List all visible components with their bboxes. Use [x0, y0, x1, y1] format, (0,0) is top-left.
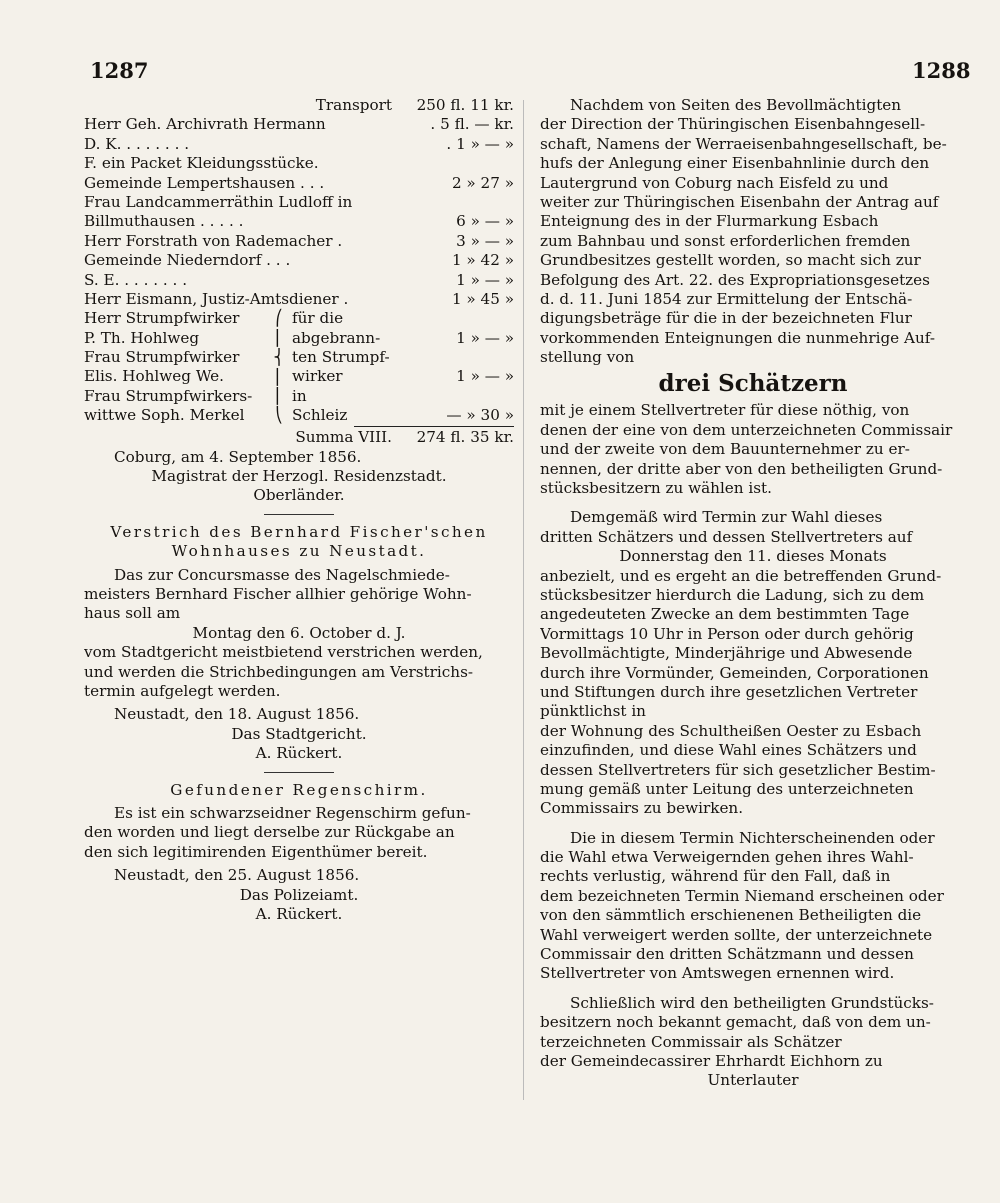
- text-line: meisters Bernhard Fischer allhier gehörige Wohn-: [84, 585, 472, 604]
- signer: Oberländer.: [253, 486, 345, 505]
- column-divider: [523, 100, 524, 1100]
- text-line: vom Stadtgericht meistbietend verstrichen werden,: [84, 643, 483, 662]
- signer-2: A. Rückert.: [255, 744, 343, 763]
- bracket-names: [84, 309, 270, 425]
- donation-row: [84, 174, 514, 193]
- paragraph-summons: [540, 567, 966, 722]
- text-line: haus soll am: [84, 604, 181, 623]
- text-line: den worden und liegt derselbe zur Rückgabe an: [84, 823, 455, 842]
- text-line: terzeichneten Commissair als Schätzer: [540, 1032, 842, 1051]
- donation-amount: 6 » — »: [456, 212, 514, 231]
- donor-name: Billmuthausen . . . . .: [84, 212, 244, 231]
- text-line: nennen, der dritte aber von den betheiligten Grund-: [540, 459, 943, 478]
- text-line: Unterlauter: [707, 1071, 799, 1090]
- text-line: dem bezeichneten Termin Niemand erscheinen oder: [540, 886, 944, 905]
- donation-amount: 1 » 45 »: [451, 289, 514, 308]
- text-line: 1 » — »: [456, 367, 514, 386]
- text-line: zum Bahnbau und sonst erforderlichen fremden: [540, 231, 911, 250]
- text-line: der Direction der Thüringischen Eisenbahngesell-: [540, 115, 926, 134]
- donation-row: [84, 251, 514, 270]
- donor-name: Frau Landcammerräthin Ludloff in: [84, 192, 353, 211]
- text-line: Frau Strumpfwirkers-: [84, 386, 253, 405]
- left-column: [84, 96, 514, 924]
- text-line: Vormittags 10 Uhr in Person oder durch gehörig: [540, 624, 914, 643]
- text-line: mit je einem Stellvertreter für diese nöthig, von: [540, 401, 910, 420]
- donation-amount: . 5 fl. — kr.: [430, 115, 514, 134]
- text-line: Demgemäß wird Termin zur Wahl dieses: [570, 508, 883, 527]
- donation-amount: 1 » — »: [456, 270, 514, 289]
- paragraph-absence: [540, 829, 966, 984]
- paragraph-term: [540, 508, 966, 547]
- donor-name: F. ein Packet Kleidungsstücke.: [84, 154, 319, 173]
- text-line: digungsbeträge für die in der bezeichneten Flur: [540, 309, 912, 328]
- bracket-values: [402, 309, 514, 425]
- donation-list: [84, 115, 514, 309]
- separator: [264, 514, 334, 515]
- text-line: der Wohnung des Schultheißen Oester zu Esbach: [540, 721, 922, 740]
- paragraph-expropriation: [540, 96, 966, 367]
- page-number-right: 1288: [912, 58, 971, 83]
- text-line: angedeuteten Zwecke an dem bestimmten Tage: [540, 605, 910, 624]
- donor-name: Herr Geh. Archivrath Hermann: [84, 115, 326, 134]
- place-date: Coburg, am 4. September 1856.: [114, 447, 362, 466]
- text-line: ten Strumpf-: [292, 348, 390, 367]
- donor-name: Gemeinde Lempertshausen . . .: [84, 173, 325, 192]
- text-line: denen der eine von dem unterzeichneten Commissair: [540, 420, 953, 439]
- text-line: stücksbesitzern zu wählen ist.: [540, 479, 772, 498]
- text-line: Enteignung des in der Flurmarkung Esbach: [540, 212, 879, 231]
- transport-label: Transport: [315, 96, 392, 114]
- donor-name: S. E. . . . . . . .: [84, 270, 188, 289]
- donation-row: [84, 115, 514, 134]
- separator: [264, 772, 334, 773]
- donation-row: [84, 232, 514, 251]
- text-line: die Wahl etwa Verweigernden gehen ihres Wahl-: [540, 848, 914, 867]
- text-line: und der zweite von dem Bauunternehmer zu er-: [540, 440, 910, 459]
- text-line: [402, 348, 514, 367]
- text-line: stücksbesitzer hierdurch die Ladung, sich zu dem: [540, 585, 925, 604]
- text-line: Schleiz: [292, 406, 348, 425]
- paragraph-conclusion: [540, 994, 966, 1091]
- text-line: termin aufgelegt werden.: [84, 681, 281, 700]
- transport-value: 250 fl. 11 kr.: [416, 96, 514, 114]
- text-line: Commissairs zu bewirken.: [540, 799, 744, 818]
- text-line: — » 30 »: [446, 406, 514, 425]
- page-number-left: 1287: [90, 58, 149, 83]
- donation-row: [84, 290, 514, 309]
- bracket-group: [84, 309, 514, 425]
- text-line: anbezielt, und es ergeht an die betreffenden Grund-: [540, 566, 942, 585]
- text-line: Bevollmächtigte, Minderjährige und Abwesende: [540, 644, 913, 663]
- donation-amount: [398, 193, 514, 212]
- text-line: wirker: [292, 367, 343, 386]
- text-line: hufs der Anlegung einer Eisenbahnlinie durch den: [540, 154, 930, 173]
- place-date-3: Neustadt, den 25. August 1856.: [114, 866, 360, 885]
- text-line: 1 » — »: [456, 328, 514, 347]
- text-line: und Stiftungen durch ihre gesetzlichen Vertreter: [540, 682, 918, 701]
- donation-row: [84, 193, 514, 212]
- text-line: von den sämmtlich erschienenen Betheiligten die: [540, 906, 922, 925]
- donation-row: [84, 271, 514, 290]
- heading-line: Verstrich des Bernhard Fischer'schen: [110, 522, 488, 541]
- text-line: Das zur Concursmasse des Nagelschmiede-: [114, 565, 450, 584]
- text-line: besitzern noch bekannt gemacht, daß von dem un-: [540, 1013, 931, 1032]
- sum-rule: [354, 426, 514, 427]
- text-line: Nachdem von Seiten des Bevollmächtigten: [570, 96, 902, 114]
- text-line: Schließlich wird den betheiligten Grundstücks-: [570, 993, 934, 1012]
- text-line: rechts verlustig, während für den Fall, daß in: [540, 867, 891, 886]
- right-column: [540, 96, 966, 1091]
- heading-line: Wohnhauses zu Neustadt.: [171, 542, 427, 561]
- text-line: d. d. 11. Juni 1854 zur Ermittelung der Entschä-: [540, 289, 913, 308]
- donor-name: Herr Forstrath von Rademacher .: [84, 231, 343, 250]
- donation-amount: 1 » 42 »: [451, 251, 514, 270]
- brace-symbol: ⎛ ⎜ ⎨ ⎜ ⎜ ⎝: [273, 309, 285, 425]
- text-line: Elis. Hohlweg We.: [84, 367, 225, 386]
- text-line: Commissair den dritten Schätzmann und dessen: [540, 945, 914, 964]
- signer-3: A. Rückert.: [255, 904, 343, 923]
- authority: Magistrat der Herzogl. Residenzstadt.: [151, 467, 447, 486]
- donation-amount: 3 » — »: [456, 231, 514, 250]
- text-line: der Gemeindecassirer Ehrhardt Eichhorn zu: [540, 1051, 883, 1070]
- text-line: [402, 387, 514, 406]
- summa-value: 274 fl. 35 kr.: [416, 428, 514, 447]
- donation-row: [84, 154, 514, 173]
- text-line: durch ihre Vormünder, Gemeinden, Corporationen: [540, 663, 929, 682]
- donor-name: Gemeinde Niederndorf . . .: [84, 251, 291, 270]
- text-line: Stellvertreter von Amtswegen ernennen wird.: [540, 964, 895, 983]
- donation-row: [84, 135, 514, 154]
- text-line: und werden die Strichbedingungen am Verstrichs-: [84, 662, 473, 681]
- text-line: abgebrann-: [292, 328, 381, 347]
- summa-row: [84, 428, 514, 447]
- text-line: Herr Strumpfwirker: [84, 309, 240, 328]
- summa-label: Summa VIII.: [295, 428, 392, 447]
- text-line: Die in diesem Termin Nichterscheinenden oder: [570, 828, 935, 847]
- text-line: wittwe Soph. Merkel: [84, 406, 245, 425]
- place-date-2: Neustadt, den 18. August 1856.: [114, 705, 360, 724]
- donation-amount: . 1 » — »: [446, 134, 514, 153]
- text-line: stellung von: [540, 348, 635, 367]
- paragraph-appointment: [540, 401, 966, 498]
- text-line: in: [292, 386, 307, 405]
- text-line: Befolgung des Art. 22. des Expropriationsgesetzes: [540, 270, 930, 289]
- text-line: mung gemäß unter Leitung des unterzeichneten: [540, 779, 914, 798]
- donation-amount: [398, 154, 514, 173]
- authority-2: Das Stadtgericht.: [231, 724, 367, 743]
- text-line: einzufinden, und diese Wahl eines Schätzers und: [540, 741, 917, 760]
- notice-umbrella-heading: Gefundener Regenschirm.: [170, 780, 428, 799]
- sale-date: Montag den 6. October d. J.: [192, 623, 406, 642]
- text-line: Grundbesitzes gestellt worden, so macht sich zur: [540, 251, 921, 270]
- text-line: Frau Strumpfwirker: [84, 348, 240, 367]
- notice-sale-heading: [84, 523, 514, 562]
- text-line: dessen Stellvertreters für sich gesetzlicher Bestim-: [540, 760, 936, 779]
- text-line: dritten Schätzers und dessen Stellvertreters auf: [540, 527, 913, 546]
- text-line: für die: [292, 309, 344, 328]
- text-line: Es ist ein schwarzseidner Regenschirm gefun-: [114, 803, 471, 822]
- transport-row: [84, 96, 514, 115]
- emphasis-heading: drei Schätzern: [658, 370, 848, 398]
- text-line: pünktlichst in: [540, 702, 646, 721]
- donation-row: [84, 212, 514, 231]
- text-line: schaft, Namens der Werraeisenbahngesellschaft, be-: [540, 134, 947, 153]
- text-line: den sich legitimirenden Eigenthümer bereit.: [84, 842, 428, 861]
- term-date: Donnerstag den 11. dieses Monats: [619, 547, 887, 566]
- text-line: P. Th. Hohlweg: [84, 328, 200, 347]
- text-line: [402, 309, 514, 328]
- paragraph-location: [540, 722, 966, 819]
- authority-3: Das Polizeiamt.: [239, 885, 359, 904]
- text-line: weiter zur Thüringischen Eisenbahn der Antrag auf: [540, 192, 939, 211]
- donor-name: Herr Eismann, Justiz-Amtsdiener .: [84, 289, 349, 308]
- donation-amount: 2 » 27 »: [451, 173, 514, 192]
- donor-name: D. K. . . . . . . .: [84, 134, 190, 153]
- text-line: Lautergrund von Coburg nach Eisfeld zu und: [540, 173, 889, 192]
- text-line: vorkommenden Enteignungen die nunmehrige Auf-: [540, 328, 935, 347]
- bracket-description: [288, 309, 402, 425]
- text-line: Wahl verweigert werden sollte, der unterzeichnete: [540, 925, 933, 944]
